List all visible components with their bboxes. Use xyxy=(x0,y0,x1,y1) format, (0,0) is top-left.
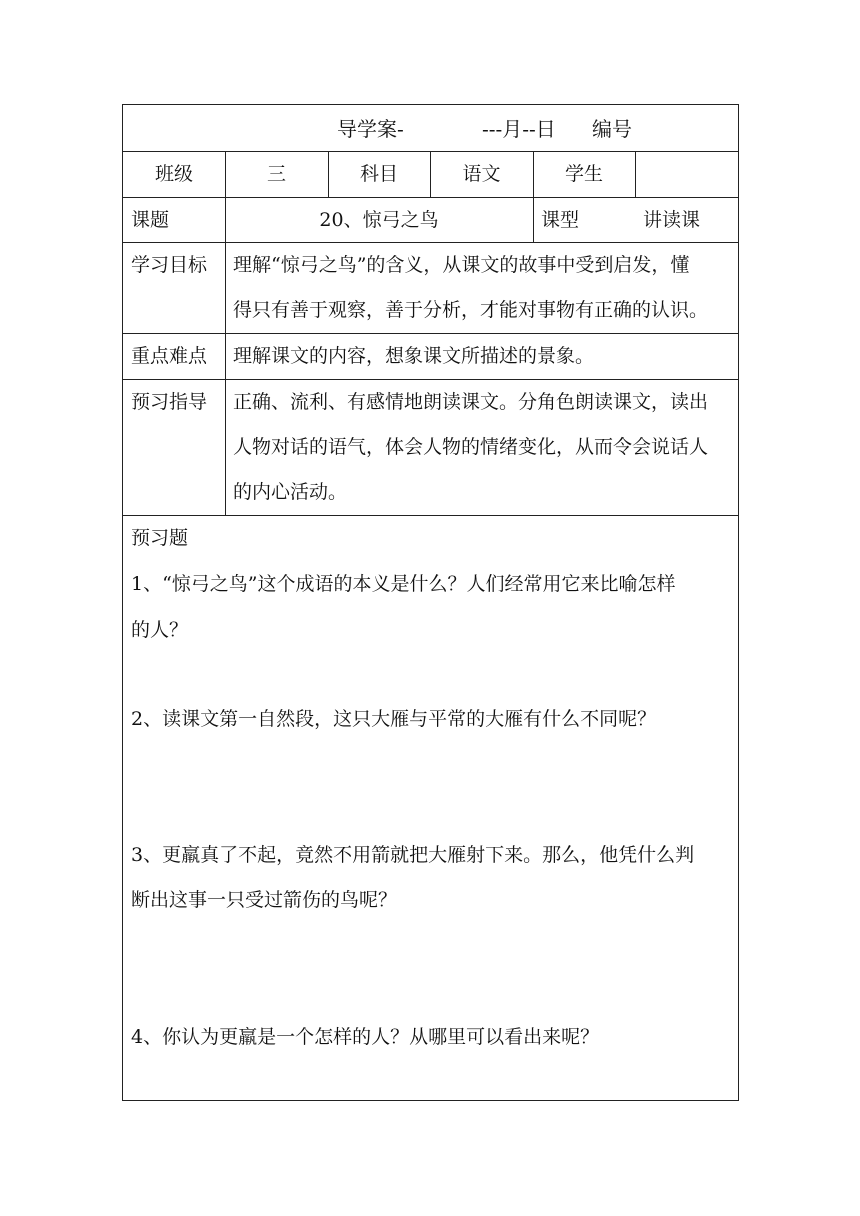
class-label: 班级 xyxy=(154,163,193,185)
question-3-line: 3、更羸真了不起，竟然不用箭就把大雁射下来。那么，他凭什么判 xyxy=(131,844,695,866)
preview-guide-label: 预习指导 xyxy=(131,391,208,413)
date-field: ---月--日 xyxy=(482,117,556,141)
goals-line: 得只有善于观察，善于分析，才能对事物有正确的认识。 xyxy=(233,299,709,321)
goals-label: 学习目标 xyxy=(131,254,208,276)
question-1-line: 的人？ xyxy=(131,619,189,641)
row-divider xyxy=(123,242,738,243)
study-guide-table xyxy=(122,104,739,1101)
class-value: 三 xyxy=(266,163,286,185)
question-3-line: 断出这事一只受过箭伤的鸟呢？ xyxy=(131,889,398,911)
row-divider xyxy=(123,515,738,516)
topic-value: 20、惊弓之鸟 xyxy=(319,209,439,231)
preview-questions-heading: 预习题 xyxy=(131,527,189,549)
row-divider xyxy=(123,379,738,380)
goals-line: 理解“惊弓之鸟”的含义，从课文的故事中受到启发，懂 xyxy=(233,254,690,276)
student-label: 学生 xyxy=(564,163,603,185)
question-1-line: 1、“惊弓之鸟”这个成语的本义是什么？人们经常用它来比喻怎样 xyxy=(131,573,676,595)
subject-value: 语文 xyxy=(462,163,501,185)
column-divider xyxy=(635,151,636,197)
question-4: 4、你认为更羸是一个怎样的人？从哪里可以看出来呢？ xyxy=(131,1026,600,1048)
topic-label: 课题 xyxy=(131,209,170,231)
question-2: 2、读课文第一自然段，这只大雁与平常的大雁有什么不同呢？ xyxy=(131,708,657,730)
lesson-type-value: 讲读课 xyxy=(643,209,701,231)
number-label: 编号 xyxy=(592,117,632,141)
page-title: 导学案- xyxy=(337,117,404,141)
row-divider xyxy=(123,333,738,334)
preview-guide-line: 的内心活动。 xyxy=(233,481,348,503)
preview-guide-line: 人物对话的语气，体会人物的情绪变化，从而令会说话人 xyxy=(233,436,709,458)
preview-guide-line: 正确、流利、有感情地朗读课文。分角色朗读课文，读出 xyxy=(233,391,709,413)
subject-label: 科目 xyxy=(359,163,398,185)
column-divider xyxy=(225,151,226,515)
row-divider xyxy=(123,197,738,198)
key-points-label: 重点难点 xyxy=(131,345,208,367)
key-points-text: 理解课文的内容，想象课文所描述的景象。 xyxy=(233,345,595,367)
lesson-type-label: 课型 xyxy=(541,209,580,231)
